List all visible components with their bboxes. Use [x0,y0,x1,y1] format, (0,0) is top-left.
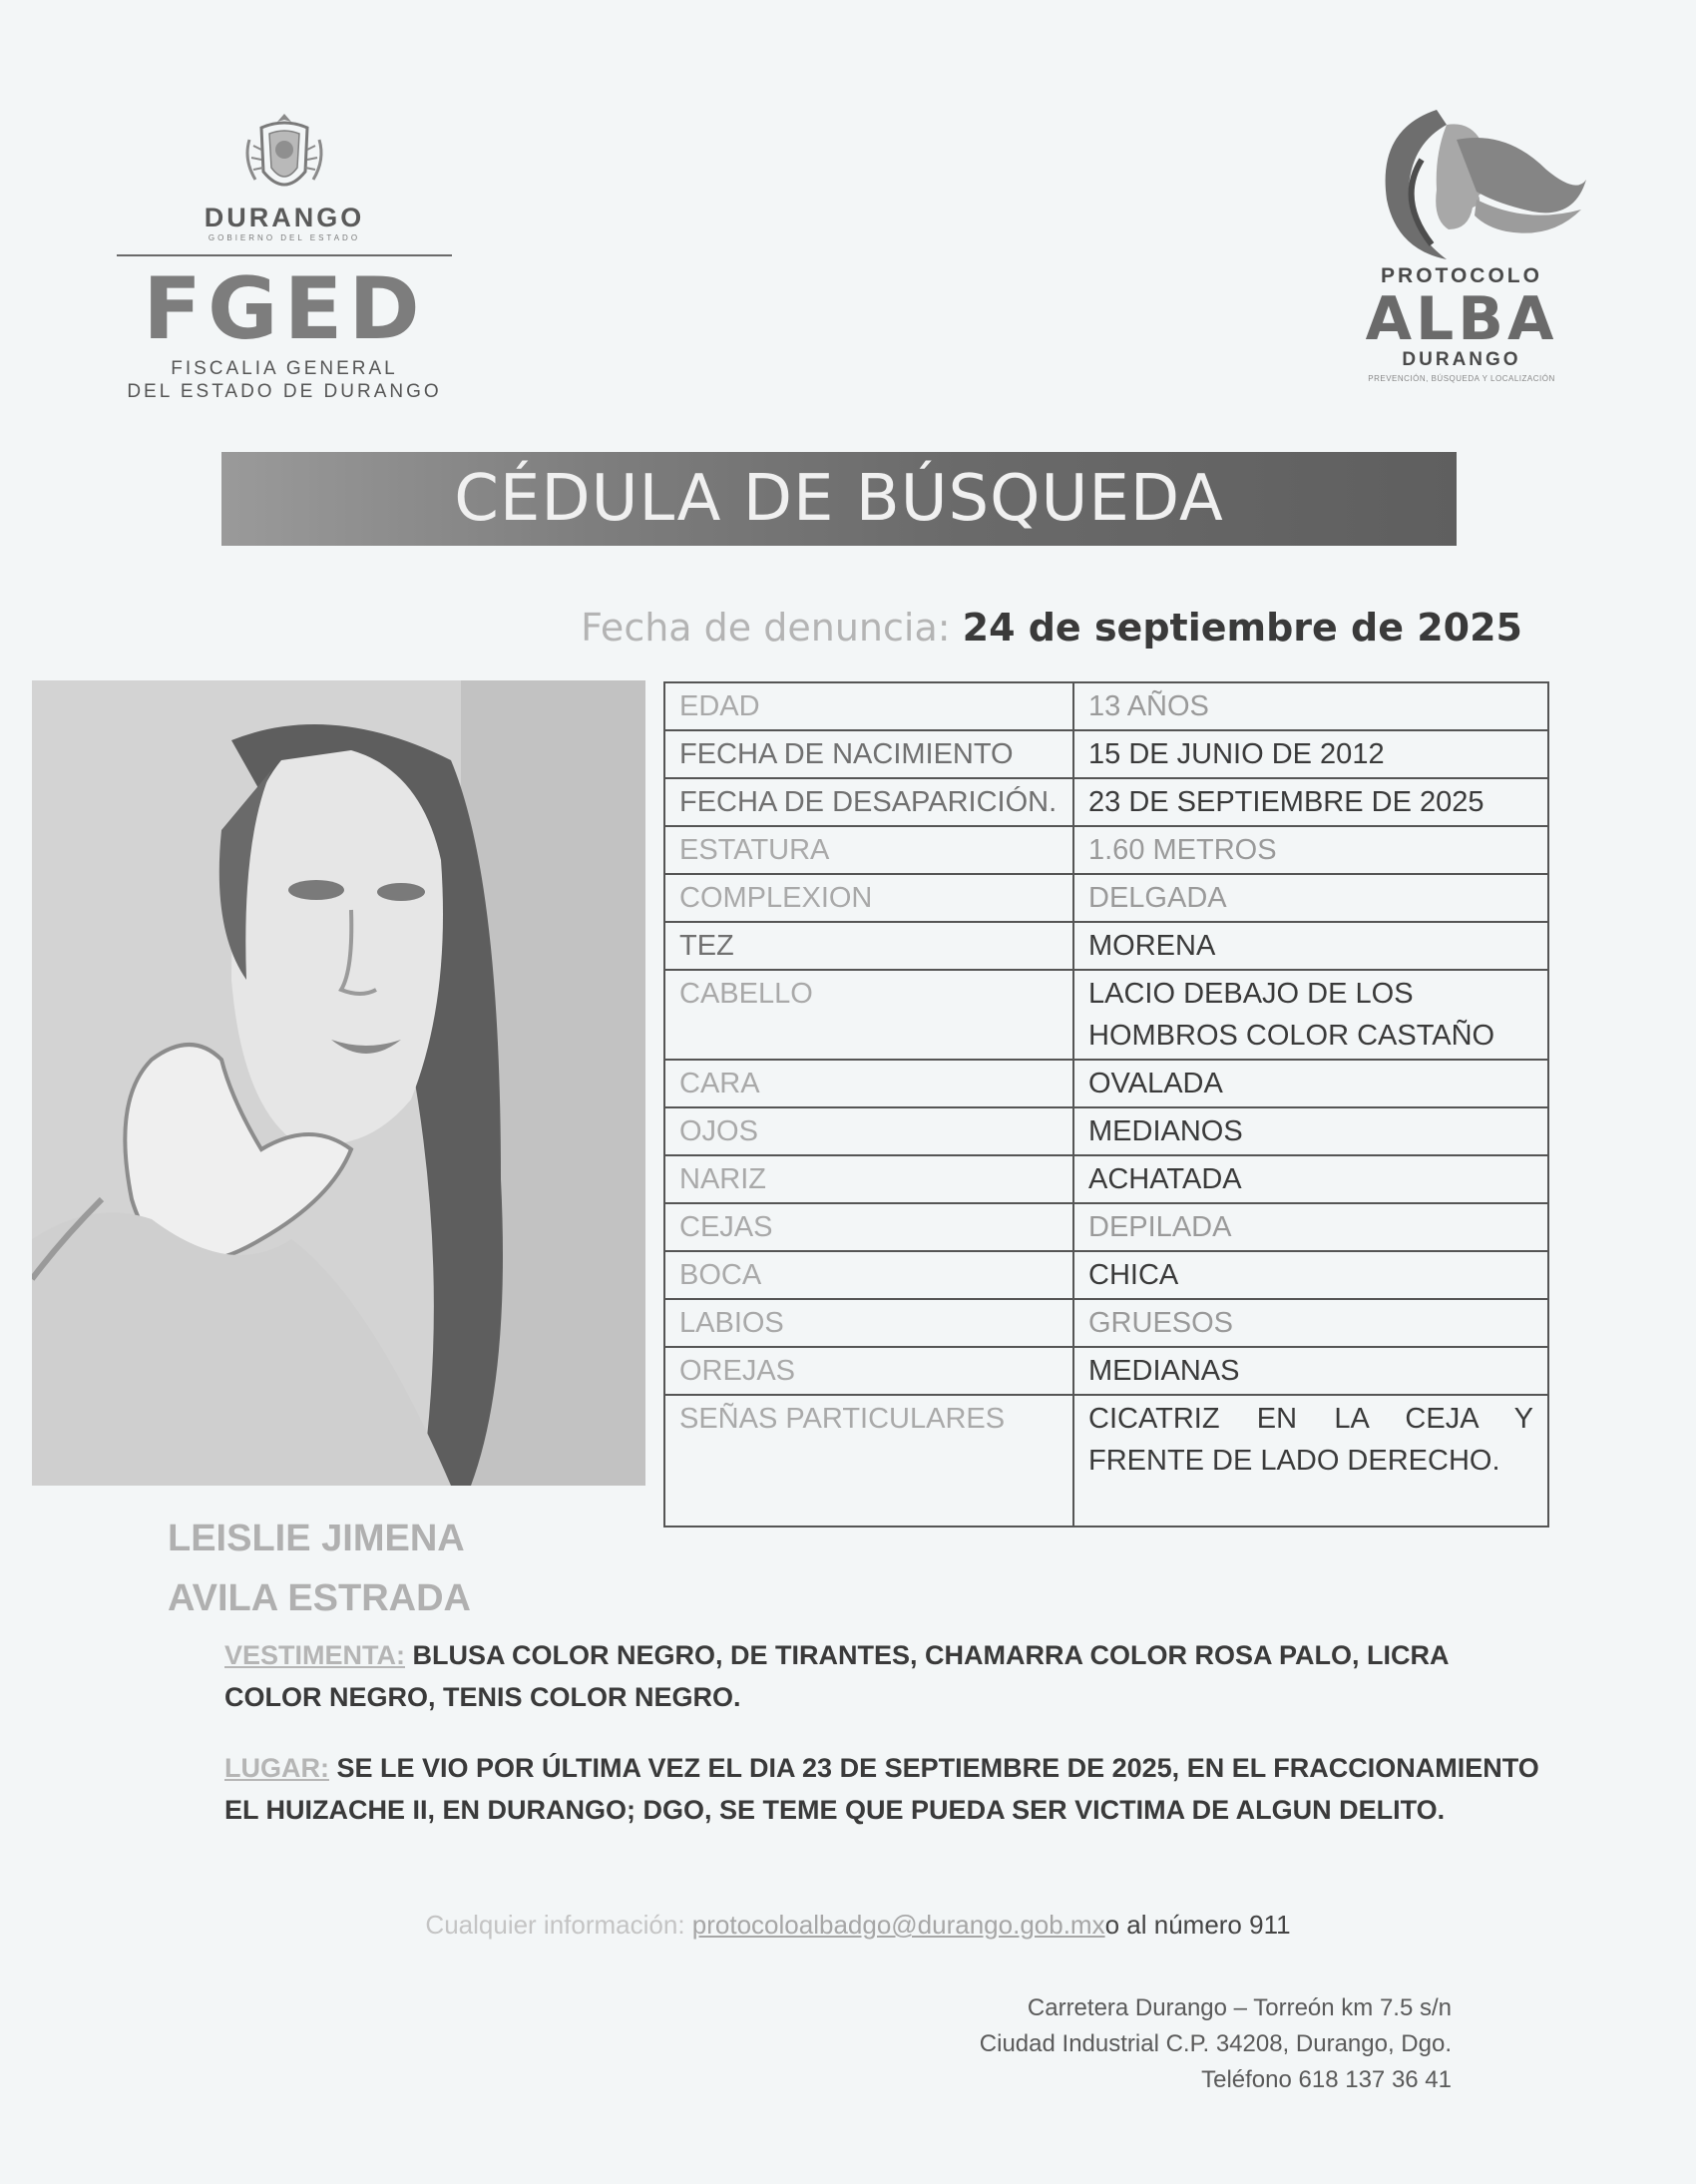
clothing-text: BLUSA COLOR NEGRO, DE TIRANTES, CHAMARRA COLOR ROSA PALO, LICRA COLOR NEGRO, TENIS COLOR NEGRO. [224,1640,1449,1712]
table-row [664,970,1548,1060]
table-row [664,1155,1548,1203]
table-row [664,1395,1548,1527]
missing-person-name [168,1509,686,1628]
detail-value: 15 DE JUNIO DE 2012 [1073,730,1548,778]
detail-value: CICATRIZ EN LA CEJA Y FRENTE DE LADO DERECHO. [1073,1395,1548,1527]
table-row [664,922,1548,970]
detail-value: DELGADA [1073,874,1548,922]
contact-info [299,1905,1417,1945]
state-subtitle: GOBIERNO DEL ESTADO [208,233,361,242]
address-line2: Ciudad Industrial C.P. 34208, Durango, Dgo. [979,2030,1452,2057]
address-line1: Carretera Durango – Torreón km 7.5 s/n [1027,1994,1452,2021]
detail-value: MEDIANAS [1073,1347,1548,1395]
detail-label: TEZ [664,922,1073,970]
location-label: LUGAR: [224,1753,329,1783]
detail-label: BOCA [664,1251,1073,1299]
person-details-table [663,681,1549,1528]
table-row [664,1060,1548,1107]
detail-value: LACIO DEBAJO DE LOS HOMBROS COLOR CASTAÑO [1073,970,1548,1060]
logo-divider [117,254,452,256]
table-row [664,778,1548,826]
table-row [664,826,1548,874]
title-banner [221,452,1457,546]
table-row [664,1107,1548,1155]
coat-of-arms-icon [239,110,329,202]
table-row [664,1347,1548,1395]
clothing-label: VESTIMENTA: [224,1640,405,1670]
detail-label: FECHA DE NACIMIENTO [664,730,1073,778]
report-date-label: Fecha de denuncia: [581,606,951,650]
logo-tagline: PREVENCIÓN, BÚSQUEDA Y LOCALIZACIÓN [1368,374,1555,383]
logo-line1: PROTOCOLO [1381,264,1542,287]
detail-label: OJOS [664,1107,1073,1155]
location-text: SE LE VIO POR ÚLTIMA VEZ EL DIA 23 DE SEPTIEMBRE DE 2025, EN EL FRACCIONAMIENTO EL HUIZACHE II, EN DURANGO; DGO, SE TEME QUE PUEDA SER VICTIMA DE ALGUN DELITO. [224,1753,1539,1825]
table-row [664,1299,1548,1347]
table-row [664,682,1548,730]
agency-name [115,357,454,403]
name-line2: AVILA ESTRADA [168,1577,471,1619]
agency-acronym: FGED [143,259,426,359]
detail-value: 23 DE SEPTIEMBRE DE 2025 [1073,778,1548,826]
detail-value: ACHATADA [1073,1155,1548,1203]
detail-value: GRUESOS [1073,1299,1548,1347]
agency-name-line1: FISCALIA GENERAL [171,358,398,379]
detail-label: EDAD [664,682,1073,730]
detail-value: CHICA [1073,1251,1548,1299]
report-date [559,603,1522,653]
office-address [868,1990,1452,2098]
detail-label: FECHA DE DESAPARICIÓN. [664,778,1073,826]
detail-value: 13 AÑOS [1073,682,1548,730]
woman-profile-icon [1337,100,1586,264]
detail-value: MEDIANOS [1073,1107,1548,1155]
report-date-value: 24 de septiembre de 2025 [962,606,1522,650]
table-row [664,730,1548,778]
detail-label: CABELLO [664,970,1073,1060]
detail-value: OVALADA [1073,1060,1548,1107]
location-description [224,1747,1541,1831]
table-row [664,1251,1548,1299]
contact-label: Cualquier información: [425,1910,685,1940]
detail-label: SEÑAS PARTICULARES [664,1395,1073,1527]
clothing-description [224,1634,1541,1718]
detail-label: LABIOS [664,1299,1073,1347]
missing-person-photo [32,680,645,1486]
detail-label: CARA [664,1060,1073,1107]
logo-line3: DURANGO [1402,349,1521,370]
page-title: CÉDULA DE BÚSQUEDA [454,462,1224,536]
detail-label: ESTATURA [664,826,1073,874]
detail-label: OREJAS [664,1347,1073,1395]
table-row [664,874,1548,922]
state-name: DURANGO [204,203,365,232]
fged-logo [115,100,454,402]
name-line1: LEISLIE JIMENA [168,1518,465,1559]
contact-phone-text: o al número 911 [1104,1910,1291,1940]
detail-value: MORENA [1073,922,1548,970]
portrait-illustration [32,680,645,1486]
address-phone: Teléfono 618 137 36 41 [1201,2066,1452,2093]
detail-label: COMPLEXION [664,874,1073,922]
detail-label: NARIZ [664,1155,1073,1203]
table-row [664,1203,1548,1251]
detail-value: DEPILADA [1073,1203,1548,1251]
agency-name-line2: DEL ESTADO DE DURANGO [127,381,442,402]
contact-email-link[interactable]: protocoloalbadgo@durango.gob.mx [691,1910,1105,1940]
detail-label: CEJAS [664,1203,1073,1251]
logo-line2: ALBA [1365,284,1558,354]
protocolo-alba-logo [1322,100,1601,399]
detail-value: 1.60 METROS [1073,826,1548,874]
